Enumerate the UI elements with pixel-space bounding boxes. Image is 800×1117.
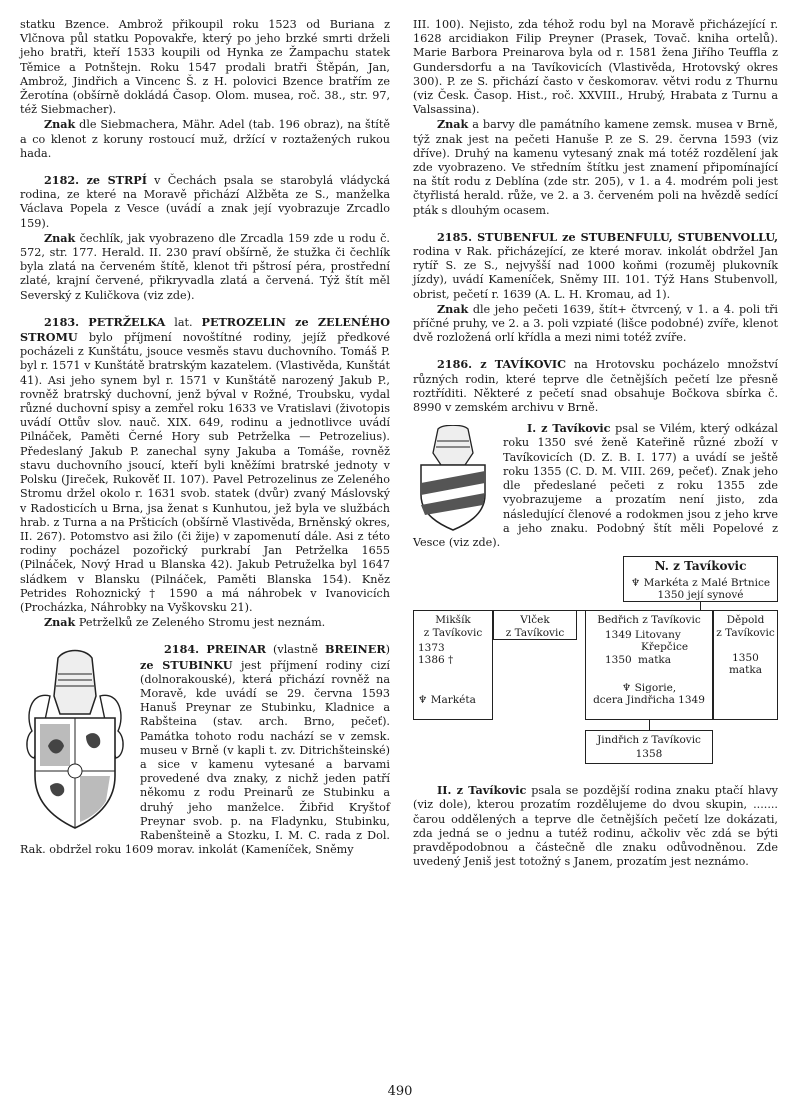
tree-child-miksik-name: Mikšík [435, 614, 471, 627]
tree-root-spouse: ♆ Markéta z Malé Brtnice [630, 577, 771, 590]
preinar-coat-of-arms-icon [20, 646, 130, 831]
entry-2186-heading: 2186. z TAVÍKOVIC [437, 357, 567, 372]
entry-2186-paragraph: 2186. z TAVÍKOVIC na Hrotovsku pocházelo množství různých rodin, které teprve dle četnějších pečetí lze přesně roztříditi. Některé z pečetí snad obsahuje Bočkova sbírka č. 8990 v zemském archivu v Brně. [413, 357, 778, 415]
tree-root-stem [700, 602, 701, 610]
znak-label: Znak [44, 117, 76, 132]
continuation-znak: Znak a barvy dle památního kamene zemsk. musea v Brně, týž znak jest na pečeti Hanuše P. ze S. 29. června 1593 (viz dříve). Druhý na kamenu vytesaný znak má totéž rozdělení jak zde vyobrazeno. Ve středním štítku jest znamení připomínající na štít rodu z Deblína (zde str. 205), v 1. a 4. modrém poli jest čtyřlistá herald. růže, ve 2. a 3. červeném poli na hvězdě sedící pták s dlouhým ocasem. [413, 117, 778, 217]
tavikovic-coat-of-arms-icon [413, 425, 493, 531]
entry-2184-heading: 2184. PREINAR [164, 642, 267, 657]
entry-2185-znak: Znak dle jeho pečeti 1639, štít+ čtvrcený, v 1. a 4. poli tři příčné pruhy, ve 2. a 3. poli vzpiaté (lišce podobné) zvíře, klenot dvě rozložená orlí křídla a mezi nimi totéž zvíře. [413, 301, 778, 345]
tree-child-vlcek-name: Vlček [520, 614, 550, 627]
entry-2182-heading: 2182. ze STRPÍ [44, 173, 147, 188]
entry-2184-paragraph: 2184. PREINAR (vlastně BREINER) ze STUBINKU jest příjmení rodiny cizí (dolnorakouské), která přichází rovněž na Moravě, kde uvádí se 29. června 1593 Hanuš Preynar ze Stubinku, Kladnice a Rabšteina (stav. arch. Brno, pečeť). Památka tohoto rodu nachází se v zemsk. museu v Brně (v kapli t. zv. Ditrichšteinské) a sice v kamenu vytesané a barvami provedené dva znaky, z nichž jeden patří někomu z rodu Preinarů ze Stubinku a druhý jeho manželce. Žibřid Kryštof Preynar svob. p. na Fladynku, Stubinku, Rabenšteině a Stozku, I. M. C. rada z Dol. Rak. obdržel roku 1609 morav. inkolát (Kameníček, Sněmy [20, 642, 390, 857]
entry-2183-paragraph: 2183. PETRŽELKA lat. PETROZELIN ze ZELENÉHO STROMU bylo příjmení novoštítné rodiny, jejíž předkové pocházeli z Kunštátu, jsouce vesměs stavu duchovního. Tomáš P. byl r. 1571 v Kunštátě bratrským kazatelem. (Vlastivěda, Kunštát 41). Asi jeho synem byl r. 1571 v Kunštátě narozený Jakub P., rovněž bratrský duchovní, jenž býval v Rožné, Troubsku, vydal různé duchovní spisy a zemřel roku 1633 ve Vratislavi (životopis uvádí Ottův slov. nauč. XIX. 649, rodinu a jednotlivce uvádí Pilnáček, Paměti Černé Hory sub Petrželka — Petrozelius). Předeslaný Jakub P. zanechal syny Jakuba a Tomáše, rovněž stavu duchovního jsoucí, kteří byli kněžími bratrské jednoty v Polsku (Jireček, Rukověť II. 107). Pavel Petrozelinus ze Zeleného Stromu držel okolo r. 1631 svob. statek (dvůr) zvaný Máslovský v Radosticích u Brna, jsa ženat s Kunhutou, jež byla ve službách hrab. z Turna a na Pršticích (obšírně Vlastivěda, Brněnský okres, II. 267). Potomstvo asi žilo (či žije) v zapomenutí dále. Asi z této rodiny pocházel pozořický purkrabí Jan Petrželka 1655 (Pilnáček, Nový Hrad u Blanska 42). Jakub Petruželka byl 1647 sládkem v Blansku (Pilnáček, Paměti Blanska 154). Kněz Petrides Rohoznický † 1590 a má náhrobek v Ivanovicích (Procházka, Náhrobky na Vyškovsku 21). [20, 314, 391, 614]
left-column [20, 18, 390, 857]
entry-2183-heading: 2183. PETRŽELKA [44, 314, 166, 329]
entry-2183 [20, 315, 390, 630]
entry-2182 [20, 173, 390, 303]
right-column [413, 18, 778, 869]
entry-2186-sub2: II. z Tavíkovic psala se pozdější rodina znaku ptačí hlavy (viz dole), kterou prozatím rozdělujeme do dvou skupin, ....... čarou oddělených a teprve dle četnějších pečetí lze dokázati, zda jedná se o jednu a tutéž rodinu, ačkoliv věc zdá se býti pravděpodobnou a částečně dle znaku odůvodněnou. Zde uvedený Jeniš jest totožný s Janem, prozatím jest neznámo. [413, 783, 778, 869]
entry-2185 [413, 230, 778, 346]
page-number: 490 [387, 1084, 413, 1099]
tree-root-note: 1350 její synové [657, 589, 744, 602]
entry-2185-heading: 2185. STUBENFUL ze STUBENFULU, STUBENVOLLU, [437, 229, 778, 244]
tree-root-name: N. z Tavíkovic [654, 559, 747, 574]
entry-2186-sub2-heading: II. z Tavíkovic [437, 783, 527, 798]
entry-2185-paragraph: 2185. STUBENFUL ze STUBENFULU, STUBENVOLLU, rodina v Rak. přicházející, ze které morav. inkolát obdržel Jan rytíř S. ze S., nejvyšší nad 1000 koňmi (rozuměj plukovník jízdy), uvádí Kameníček, Sněmy III. 101. Týž Hans Stubenvoll, obrist, pečetí r. 1639 (A. L. H. Kromau, ad 1). [413, 229, 778, 301]
continuation-paragraph: III. 100). Nejisto, zda téhož rodu byl na Moravě přicházející r. 1628 arcidiakon Filip Preyner (Prasek, Tovač. kniha ortelů). Marie Barbora Preinarova byla od r. 1581 žena Jiřího Teuffla z Gundersdorfu a na Tavíkovicích (Vlastivěda, Hrotovský okres 300). P. ze S. přichází často v českomorav. větvi rodu z Thurnu (viz Česk. Časop. Hist., roč. XXVIII., Hrubý, Hrabata z Turnu a Valsassina). [413, 18, 778, 117]
entry-2186-sub1-heading: I. z Tavíkovic [527, 421, 611, 436]
entry-2184 [20, 642, 390, 857]
entry-2186-sub1: I. z Tavíkovic psal se Vilém, který odkázal roku 1350 své ženě Kateřině různé zboží v Tavíkovicích (D. Z. B. I. 177) a uvádí se ještě roku 1355 (C. D. M. VIII. 269, pečeť). Znak jeho dle předeslané pečeti z roku 1355 zde vyobrazujeme a prozatím není jisto, zda následující členové a rodokmen jsou z jeho krve a jeho znaku. Podobný štít měli Popelové z Vesce (viz zde). [413, 421, 778, 549]
entry-2182-znak: Znak čechlík, jak vyobrazeno dle Zrcadla 159 zde u rodu č. 572, str. 177. Herald. II. 230 praví obšírně, že stužka či čechlík byla zlatá na červeném štítě, klenot tři pštrosí péra, prostřední zlaté, krajní červené, přikryvadla zlatá a červená. Týž štít měl Severský z Kuličkova (viz zde). [20, 230, 390, 302]
intro-paragraph: statku Bzence. Ambrož přikoupil roku 1523 od Buriana z Vlčnova půl statku Popovakře, který po jeho brzké smrti drželi jeho bratři, kteří 1533 koupili od Hynka ze Žampachu statek Těmice a Potnštejn. Roku 1547 prodali bratři Štěpán, Jan, Ambrož, Jindřich a Vincenc Š. z H. polovici Bzence bratřím ze Žerotína (obšírně dokládá Časop. Olom. musea, roč. 38., str. 97, též Siebmacher). [20, 18, 390, 117]
entry-2186 [413, 357, 778, 869]
tree-child-depold-name: Děpold [726, 614, 765, 627]
tree-grandchild-stem [649, 720, 650, 730]
tree-grandchild-name: Jindřich z Tavíkovic [597, 734, 701, 747]
intro-znak-paragraph: Znak dle Siebmachera, Mähr. Adel (tab. 196 obraz), na štítě a co klenot z koruny rostoucí muž, držící v roztažených rukou hada. [20, 117, 390, 160]
tree-child-bedrich-name: Bedřich z Tavíkovic [597, 614, 701, 627]
entry-2182-paragraph: 2182. ze STRPÍ v Čechách psala se starobylá vládycká rodina, ze které na Moravě přichází Alžběta ze S., manželka Václava Popela z Vesce (uvádí a znak její vyobrazuje Zrcadlo 159). [20, 173, 390, 230]
genealogy-tree: N. z Tavíkovic ♆ Markéta z Malé Brtnice 1350 její synové Mikšík z Tavíkovic 1373 1386 † ♆ Markéta Vlček z Tavíkovic Bedřich z Tavíkovic 1349 Litovany Křepčice 1350 matka ♆ Sigorie, dcera Jindřicha 1349 Děpold z Tavíkovic 1350 matka Jindřich z Tavíkovic 1358 [413, 554, 778, 769]
entry-2183-znak: Znak Petrželků ze Zeleného Stromu jest neznám. [44, 615, 326, 630]
